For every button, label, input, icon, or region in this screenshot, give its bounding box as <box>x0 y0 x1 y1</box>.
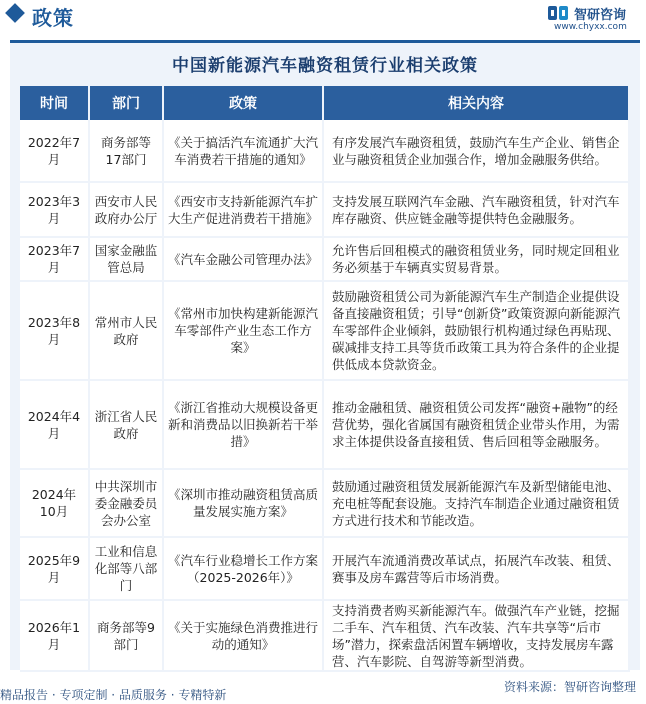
policy-cell: 《关于搞活汽车流通扩大汽车消费若干措施的通知》 <box>164 120 324 183</box>
footer-slogan: 精品报告 · 专项定制 · 品质服务 · 专精特新 <box>0 688 227 702</box>
brand-block <box>548 2 644 36</box>
content-cell: 允许售后回租模式的融资租赁业务，同时规定回租业务必须基于车辆真实贸易背景。 <box>324 238 630 282</box>
diamond-icon <box>5 3 25 23</box>
content-cell: 支持发展互联网汽车金融、汽车融资租赁，针对汽车库存融资、供应链金融等提供特色金融服务。 <box>324 183 630 238</box>
policy-cell: 《西安市支持新能源汽车扩大生产促进消费若干措施》 <box>164 183 324 238</box>
brand-name: 智研咨询 <box>574 8 627 23</box>
department-cell: 浙江省人民政府 <box>90 381 164 470</box>
policy-cell: 《关于实施绿色消费推进行动的通知》 <box>164 601 324 672</box>
time-cell: 2023年7月 <box>20 238 90 282</box>
policy-table <box>20 86 630 672</box>
policy-cell: 《常州市加快构建新能源汽车零部件产业生态工作方案》 <box>164 282 324 381</box>
content-cell: 鼓励通过融资租赁发展新能源汽车及新型储能电池、充电桩等配套设施。支持汽车制造企业通过融资租赁方式进行技术和节能改造。 <box>324 470 630 538</box>
department-cell: 常州市人民政府 <box>90 282 164 381</box>
department-cell: 工业和信息化部等八部门 <box>90 538 164 601</box>
policy-panel <box>10 40 640 670</box>
content-cell: 推动金融租赁、融资租赁公司发挥“融资+融物”的经营优势，强化省属国有融资租赁企业带头作用，为需求主体提供设备直接租赁、售后回租等金融服务。 <box>324 381 630 470</box>
time-cell: 2025年9月 <box>20 538 90 601</box>
time-cell: 2023年3月 <box>20 183 90 238</box>
policy-cell: 《深圳市推动融资租赁高质量发展实施方案》 <box>164 470 324 538</box>
chyxx-logo-icon <box>548 4 570 22</box>
time-cell: 2024年10月 <box>20 470 90 538</box>
department-cell: 中共深圳市委金融委员会办公室 <box>90 470 164 538</box>
policy-cell: 《汽车金融公司管理办法》 <box>164 238 324 282</box>
table-title: 中国新能源汽车融资租赁行业相关政策 <box>172 56 478 76</box>
column-header-department: 部门 <box>90 86 164 120</box>
content-cell: 有序发展汽车融资租赁，鼓励汽车生产企业、销售企业与融资租赁企业加强合作，增加金融服务供给。 <box>324 120 630 183</box>
time-cell: 2026年1月 <box>20 601 90 672</box>
department-cell: 西安市人民政府办公厅 <box>90 183 164 238</box>
time-cell: 2023年8月 <box>20 282 90 381</box>
department-cell: 商务部等17部门 <box>90 120 164 183</box>
column-header-time: 时间 <box>20 86 90 120</box>
department-cell: 商务部等9部门 <box>90 601 164 672</box>
source-note: 资料来源：智研咨询整理 <box>503 680 636 694</box>
page-title: 政策 <box>32 6 74 30</box>
page-header <box>0 0 646 32</box>
content-cell: 开展汽车流通消费改革试点，拓展汽车改装、租赁、赛事及房车露营等后市场消费。 <box>324 538 630 601</box>
policy-cell: 《汽车行业稳增长工作方案（2025-2026年）》 <box>164 538 324 601</box>
content-cell: 支持消费者购买新能源汽车。做强汽车产业链，挖掘二手车、汽车租赁、汽车改装、汽车共享等“后市场”潜力，探索盘活闲置车辆增收，支持发展房车露营、汽车影院、自驾游等新型消费。 <box>324 601 630 672</box>
department-cell: 国家金融监管总局 <box>90 238 164 282</box>
brand-url: www.chyxx.com <box>554 22 627 32</box>
page-footer <box>0 680 646 704</box>
time-cell: 2022年7月 <box>20 120 90 183</box>
time-cell: 2024年4月 <box>20 381 90 470</box>
column-header-content: 相关内容 <box>324 86 630 120</box>
column-header-policy: 政策 <box>164 86 324 120</box>
content-cell: 鼓励融资租赁公司为新能源汽车生产制造企业提供设备直接融资租赁；引导“创新贷”政策资源向新能源汽车零部件企业倾斜，鼓励银行机构通过绿色再贴现、碳减排支持工具等货币政策工具为符合条件的企业提供低成本贷款资金。 <box>324 282 630 381</box>
policy-cell: 《浙江省推动大规模设备更新和消费品以旧换新若干举措》 <box>164 381 324 470</box>
